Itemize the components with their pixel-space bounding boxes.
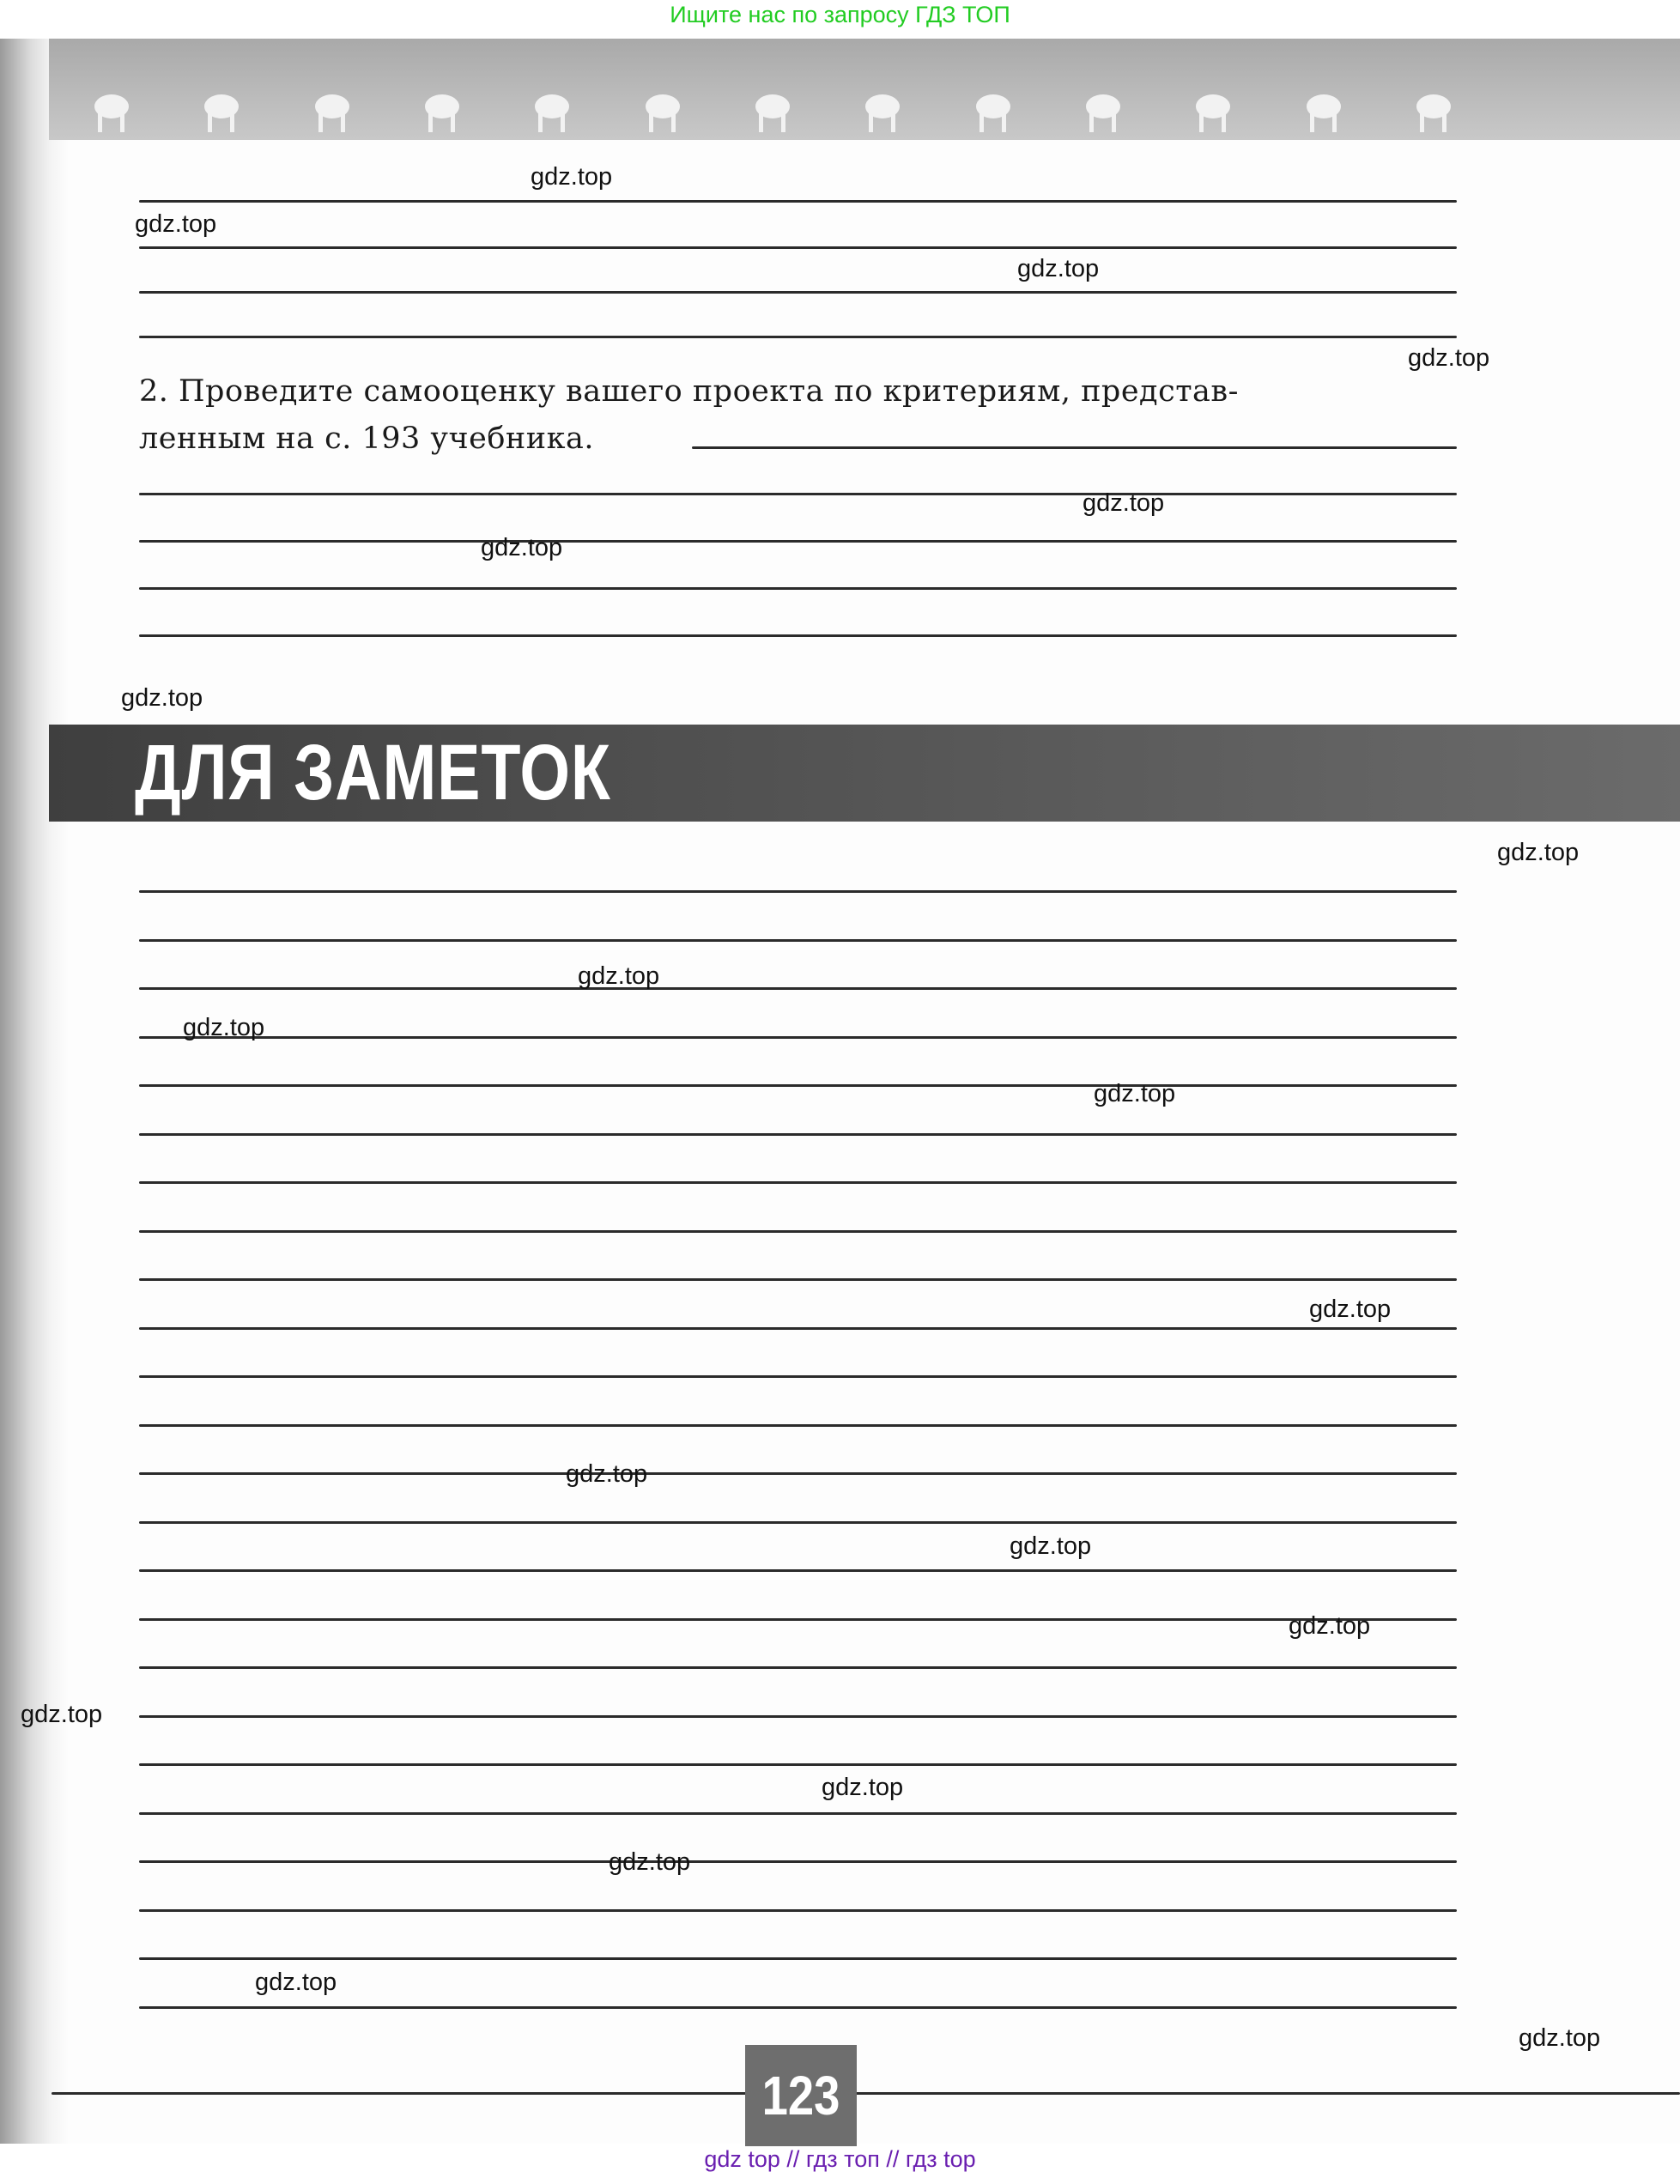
watermark: gdz.top [21, 1701, 103, 1728]
watermark: gdz.top [183, 1014, 265, 1041]
watermark: gdz.top [1094, 1080, 1176, 1107]
watermark: gdz.top [135, 210, 217, 238]
notes-line [139, 987, 1457, 990]
heron-icon [857, 82, 908, 135]
writing-line [139, 200, 1457, 203]
watermark: gdz.top [1010, 1532, 1092, 1560]
bull-icon [1077, 82, 1129, 135]
notes-line [139, 1181, 1457, 1184]
watermark: gdz.top [1519, 2024, 1601, 2052]
page-number-box [745, 2045, 857, 2146]
writing-line [139, 540, 1457, 543]
notes-line [139, 1569, 1457, 1572]
writing-line [139, 291, 1457, 294]
notes-line [139, 1230, 1457, 1233]
notes-line [139, 1327, 1457, 1330]
watermark: gdz.top [121, 684, 203, 712]
notes-line [139, 1909, 1457, 1912]
insect-icon [967, 82, 1019, 135]
writing-line [692, 446, 1457, 449]
notes-line [139, 2006, 1457, 2009]
notes-line [139, 1133, 1457, 1136]
task-text-line-2: ленным на с. 193 учебника. [139, 422, 594, 456]
footer-banner: gdz top // гдз топ // гдз top [704, 2146, 976, 2172]
notes-line [139, 1521, 1457, 1524]
notes-banner [49, 725, 1680, 822]
notes-line [139, 1084, 1457, 1087]
notes-line [139, 1036, 1457, 1039]
notes-line [139, 890, 1457, 893]
horse-icon [416, 82, 468, 135]
notes-line [139, 1860, 1457, 1863]
page-spine [0, 39, 69, 2144]
notes-line [139, 1375, 1457, 1378]
butterfly-icon [1408, 82, 1459, 135]
watermark: gdz.top [1017, 255, 1100, 282]
notes-line [139, 1618, 1457, 1621]
notes-line [139, 1812, 1457, 1815]
notes-line [139, 1424, 1457, 1427]
notes-line [139, 1763, 1457, 1766]
writing-line [139, 634, 1457, 637]
watermark: gdz.top [578, 962, 660, 990]
notes-title: ДЛЯ ЗАМЕТОК [135, 729, 611, 816]
writing-line [139, 493, 1457, 495]
watermark: gdz.top [255, 1969, 337, 1996]
notes-line [139, 1957, 1457, 1960]
wolf-icon [747, 82, 798, 135]
writing-line [139, 336, 1457, 338]
scorpion-icon [306, 82, 358, 135]
bird-icon [526, 82, 578, 135]
notes-line [139, 1666, 1457, 1669]
search-hint-banner: Ищите нас по запросу ГДЗ ТОП [670, 2, 1010, 27]
watermark: gdz.top [566, 1460, 648, 1488]
animal-silhouettes [86, 82, 1459, 137]
page-number: 123 [761, 2065, 840, 2126]
watermark: gdz.top [1497, 839, 1580, 866]
watermark: gdz.top [1083, 489, 1165, 517]
notes-line [139, 939, 1457, 942]
antelope-icon [1298, 82, 1349, 135]
writing-line [139, 246, 1457, 249]
notes-line [139, 1472, 1457, 1475]
bottom-rule [52, 2092, 1680, 2095]
watermark: gdz.top [1408, 344, 1490, 372]
task-text-line-1: 2. Проведите самооценку вашего проекта по критериям, представ- [139, 374, 1239, 409]
writing-line [139, 587, 1457, 590]
notes-line [139, 1715, 1457, 1718]
watermark: gdz.top [1289, 1612, 1371, 1640]
watermark: gdz.top [481, 534, 563, 561]
dolphin-icon [637, 82, 688, 135]
watermark: gdz.top [531, 163, 613, 191]
butterfly-icon [196, 82, 247, 135]
notes-line [139, 1278, 1457, 1281]
bison-icon [86, 82, 137, 135]
watermark: gdz.top [822, 1774, 904, 1801]
watermark: gdz.top [609, 1848, 691, 1876]
watermark: gdz.top [1309, 1295, 1392, 1323]
crane-icon [1187, 82, 1239, 135]
